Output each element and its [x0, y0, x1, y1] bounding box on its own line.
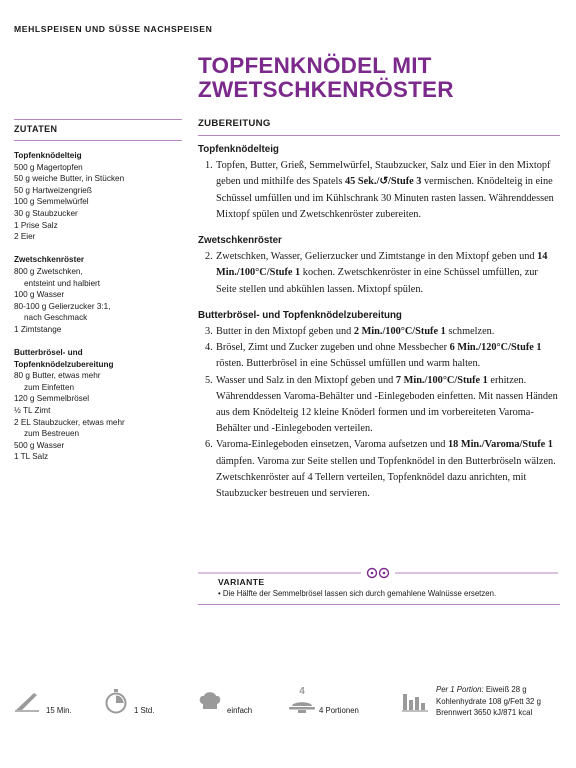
ingredient-item: nach Geschmack	[24, 313, 88, 323]
step-subheading: Zwetschkenröster	[198, 235, 282, 247]
knife-icon	[14, 690, 40, 712]
ingredient-group-title: Butterbrösel- und	[14, 348, 83, 358]
portions-icon-number: 4	[299, 686, 305, 697]
step-number: 5.	[205, 374, 213, 386]
ingredient-item: 80 g Butter, etwas mehr	[14, 371, 101, 381]
ingredients-heading: ZUTATEN	[14, 124, 58, 134]
ingredient-item: 120 g Semmelbrösel	[14, 394, 90, 404]
difficulty: einfach	[227, 706, 253, 715]
ingredient-item: 2 EL Staubzucker, etwas mehr	[14, 417, 125, 427]
preparation-heading-rule	[198, 135, 560, 136]
preparation-steps	[198, 142, 560, 502]
ingredient-item: 1 TL Salz	[14, 452, 49, 462]
section-label: MEHLSPEISEN UND SÜSSE NACHSPEISEN	[14, 24, 213, 34]
reverse-icon: ↺	[379, 176, 388, 188]
ingredient-item: 500 g Magertopfen	[14, 162, 83, 172]
step-number: 2.	[205, 251, 213, 263]
step-number: 1.	[205, 160, 213, 172]
timer-icon	[104, 688, 128, 714]
step-1: 1. Topfen, Butter, Grieß, Semmelwürfel, Staubzucker, Salz und Eier in den Mixtopf geben und mithilfe des Spatels 45 Sek./↺/Stufe 3 vermischen. Knödelteig in eine Schüssel umfüllen und im Kühlschrank 30 Minuten rasten lassen. Währenddessen Mixtopf spülen und Zwetschkenröster zubereiten.	[205, 160, 554, 220]
step-number: 6.	[205, 439, 213, 451]
portions: 4 Portionen	[319, 706, 359, 715]
step-number: 4.	[205, 342, 213, 354]
ingredients-heading-rule	[14, 140, 182, 141]
ingredient-item: 30 g Staubzucker	[14, 208, 78, 218]
ingredient-group-title: Zwetschkenröster	[14, 255, 85, 265]
step-subheading: Topfenknödelteig	[198, 144, 279, 155]
ingredient-item: zum Einfetten	[24, 382, 75, 392]
step-5: 5. Wasser und Salz in den Mixtopf geben und 7 Min./100°C/Stufe 1 erhitzen. Währenddessen Varoma-Behälter und -Einlegeboden einfetten. Mit nassen Händen aus dem Knödelteig 12 kleine Knöderl formen und im vorbereiteten Varoma-Behälter und -Einlegeboden verteilen.	[205, 374, 558, 435]
ingredient-group-title: Topfenknödelteig	[14, 151, 82, 160]
ingredient-item: 2 Eier	[14, 232, 36, 242]
chef-hat-icon	[198, 690, 222, 712]
ingredients-list	[14, 150, 182, 463]
step-2: 2. Zwetschken, Wasser, Gelierzucker und Zimtstange in den Mixtopf geben und 14 Min./100°C/Stufe 1 kochen. Zwetschkenröster in eine Schüssel umfüllen, zur Seite stellen und abkühlen lassen. Mixtopf spülen.	[205, 251, 548, 295]
nutrition-intro: Per 1 Portion:	[436, 685, 484, 694]
variante-heading: VARIANTE	[218, 577, 265, 587]
step-6: 6. Varoma-Einlegeboden einsetzen, Varoma aufsetzen und 18 Min./Varoma/Stufe 1 dämpfen. Varoma zur Seite stellen und Topfenknödel in den Butterbröseln wälzen. Zwetschkenröster auf 4 Tellern verteilen, Topfenknödel dazu anrichten, mit Staubzucker bestreuen und servieren.	[205, 439, 556, 500]
bullet-icon: •	[218, 589, 223, 598]
prep-time: 15 Min.	[46, 706, 72, 715]
ingredient-item: 1 Prise Salz	[14, 220, 58, 230]
nutrition-info: Per 1 Portion: Eiweiß 28 g Kohlenhydrate 108 g/Fett 32 g Brennwert 3650 kJ/871 kcal	[436, 685, 541, 717]
ingredients-top-rule	[14, 119, 182, 120]
plate-icon	[288, 699, 316, 714]
ingredient-item: 100 g Semmelwürfel	[14, 197, 89, 207]
nutrition-chart-icon	[402, 688, 428, 712]
ingredient-item: 800 g Zwetschken,	[14, 266, 83, 276]
ingredient-item: 80-100 g Gelierzucker 3:1,	[14, 301, 111, 311]
ingredient-item: 1 Zimtstange	[14, 324, 62, 334]
ingredient-item: 500 g Wasser	[14, 440, 65, 450]
ingredient-item: zum Bestreuen	[24, 429, 80, 439]
step-number: 3.	[205, 326, 213, 338]
ingredient-item: 50 g weiche Butter, in Stücken	[14, 174, 125, 184]
variante-text: • Die Hälfte der Semmelbrösel lassen sich durch gemahlene Walnüsse ersetzen.	[218, 589, 497, 598]
ingredient-item: 50 g Hartweizengrieß	[14, 185, 92, 195]
ingredient-item: ½ TL Zimt	[14, 406, 51, 416]
variante-bottom-rule	[198, 604, 560, 605]
step-4: 4. Brösel, Zimt und Zucker zugeben und ohne Messbecher 6 Min./120°C/Stufe 1 rösten. Butterbrösel in eine Schüssel umfüllen und warm halten.	[205, 342, 542, 370]
total-time: 1 Std.	[134, 706, 155, 715]
ingredient-item: entsteint und halbiert	[24, 278, 101, 288]
recipe-title: TOPFENKNÖDEL MIT ZWETSCHKENRÖSTER	[198, 53, 454, 102]
ingredient-group-title: Topfenknödelzubereitung	[14, 359, 114, 369]
preparation-heading: ZUBEREITUNG	[198, 118, 271, 129]
ingredient-item: 100 g Wasser	[14, 290, 65, 300]
step-3: 3. Butter in den Mixtopf geben und 2 Min./100°C/Stufe 1 schmelzen.	[198, 324, 560, 340]
step-subheading: Butterbrösel- und Topfenknödelzubereitung	[198, 309, 402, 321]
